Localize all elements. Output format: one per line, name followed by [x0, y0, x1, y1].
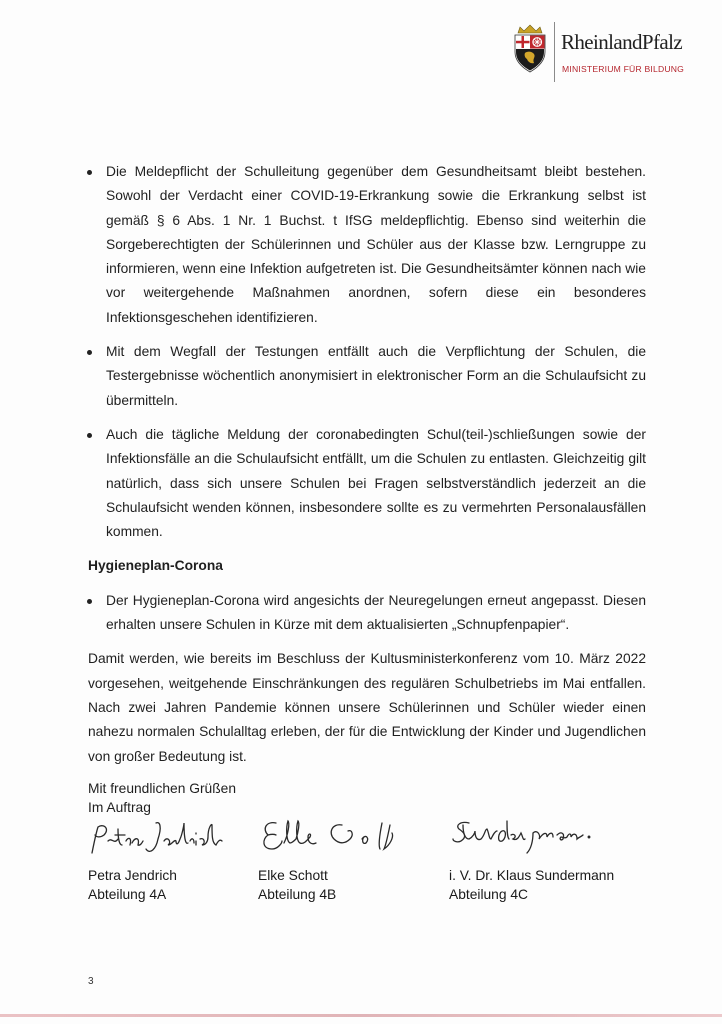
greeting: Mit freundlichen Grüßen [88, 780, 236, 796]
signature-klaus-sundermann [449, 815, 629, 904]
closing-paragraph: Damit werden, wie bereits im Beschluss der Kultusministerkonferenz vom 10. März 2022 vorgesehen, weitgehende Einschränkungen des regulären Schulbetriebs im Mai entfallen. Nach zwei Jahren Pandemie können unsere Schülerinnen und Schüler wieder einen nahezu normalen Schulalltag erleben, der für die Entwicklung der Kinder und Jugendlichen von großer Bedeutung ist. [88, 651, 646, 764]
logo-wordmark: RheinlandPfalz [561, 30, 683, 54]
signer-name: Petra Jendrich [88, 868, 177, 883]
letter-body [88, 160, 646, 817]
handwritten-signature [258, 815, 418, 860]
bullet-text: Auch die tägliche Meldung der coronabedingten Schul(teil-)schließungen sowie der Infektionsfälle an die Schulaufsicht entfällt, um die Schulen zu entlasten. Gleichzeitig gilt natürlich, dass sich unsere Schulen bei Fragen selbstverständlich jederzeit an die Schulaufsicht wenden können, insbesondere sollte es zu vermehrten Personalausfällen kommen. [106, 426, 646, 540]
handwritten-signature [88, 815, 238, 860]
signer-department: Abteilung 4B [258, 887, 337, 902]
ministry-name: MINISTERIUM FÜR BILDUNG [562, 64, 685, 74]
list-item [88, 423, 646, 544]
signer-name: Elke Schott [258, 868, 328, 883]
bullet-list-top [88, 160, 646, 544]
bullet-list-hygiene [88, 589, 646, 638]
section-heading: Hygieneplan-Corona [88, 558, 223, 574]
ministry-logo [510, 20, 695, 82]
bottom-rule [0, 1014, 722, 1017]
signature-petra-jendrich [88, 815, 238, 904]
on-behalf: Im Auftrag [88, 799, 151, 815]
signer-name: i. V. Dr. Klaus Sundermann [449, 868, 615, 883]
signature-elke-schott [258, 815, 418, 904]
coat-of-arms-icon [510, 24, 550, 74]
handwritten-signature [449, 815, 629, 860]
signer-department: Abteilung 4C [449, 887, 529, 902]
list-item [88, 160, 646, 330]
list-item [88, 340, 646, 413]
bullet-text: Der Hygieneplan-Corona wird angesichts der Neuregelungen erneut angepasst. Diesen erhalten unsere Schulen in Kürze mit dem aktualisierten „Schnupfenpapier“. [106, 592, 646, 633]
list-item [88, 589, 646, 638]
signature-block [88, 815, 648, 915]
closing-block [88, 779, 646, 817]
page-number: 3 [88, 976, 94, 987]
bullet-text: Die Meldepflicht der Schulleitung gegenüber dem Gesundheitsamt bleibt bestehen. Sowohl der Verdacht einer COVID-19-Erkrankung sowie die Erkrankung selbst ist gemäß § 6 Abs. 1 Nr. 1 Buchst. t IfSG meldepflichtig. Ebenso sind weiterhin die Sorgeberechtigten der Schülerinnen und Schüler aus der Klasse bzw. Lerngruppe zu informieren, wenn eine Infektion aufgetreten ist. Die Gesundheitsämter können nach wie vor weitergehende Maßnahmen anordnen, sofern diese ein besonderes Infektionsgeschehen identifizieren. [106, 164, 646, 325]
signer-department: Abteilung 4A [88, 887, 167, 902]
bullet-text: Mit dem Wegfall der Testungen entfällt auch die Verpflichtung der Schulen, die Testergebnisse wöchentlich anonymisiert in elektronischer Form an die Schulaufsicht zu übermitteln. [106, 344, 646, 408]
logo-divider [554, 22, 555, 82]
